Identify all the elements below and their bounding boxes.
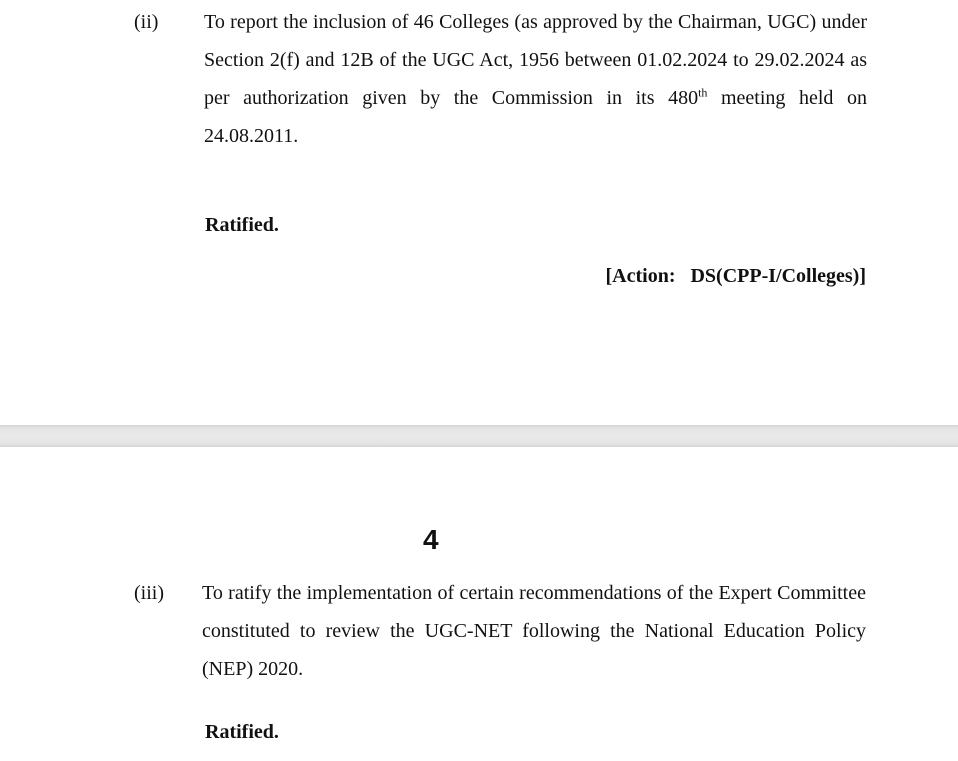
page-number: 4 [423, 524, 439, 555]
page-4 [0, 447, 958, 761]
decision-ratified-iii: Ratified. [205, 721, 279, 743]
decision-ratified-ii: Ratified. [205, 214, 279, 236]
item-number-iii: (iii) [134, 582, 164, 604]
item-text-ii-end: meeting held on 24.08.2011. [204, 87, 867, 147]
ordinal-suffix: th [698, 85, 708, 100]
action-line: [Action: DS(CPP-I/Colleges)] [605, 265, 866, 287]
page-separator [0, 425, 958, 447]
item-text-iii: To ratify the implementation of certain recommendations of the Expert Committee constituted to review the UGC-NET following the National Education Policy (NEP) 2020. [202, 582, 866, 680]
item-number-ii: (ii) [134, 11, 159, 33]
item-text-ii [204, 3, 867, 155]
item-text-ii-main: To report the inclusion of 46 Colleges (as approved by the Chairman, UGC) under Section 2(f) and 12B of the UGC Act, 1956 between 01.02.2024 to 29.02.2024 as per authorization given by the Commission in its 480 [204, 11, 867, 109]
